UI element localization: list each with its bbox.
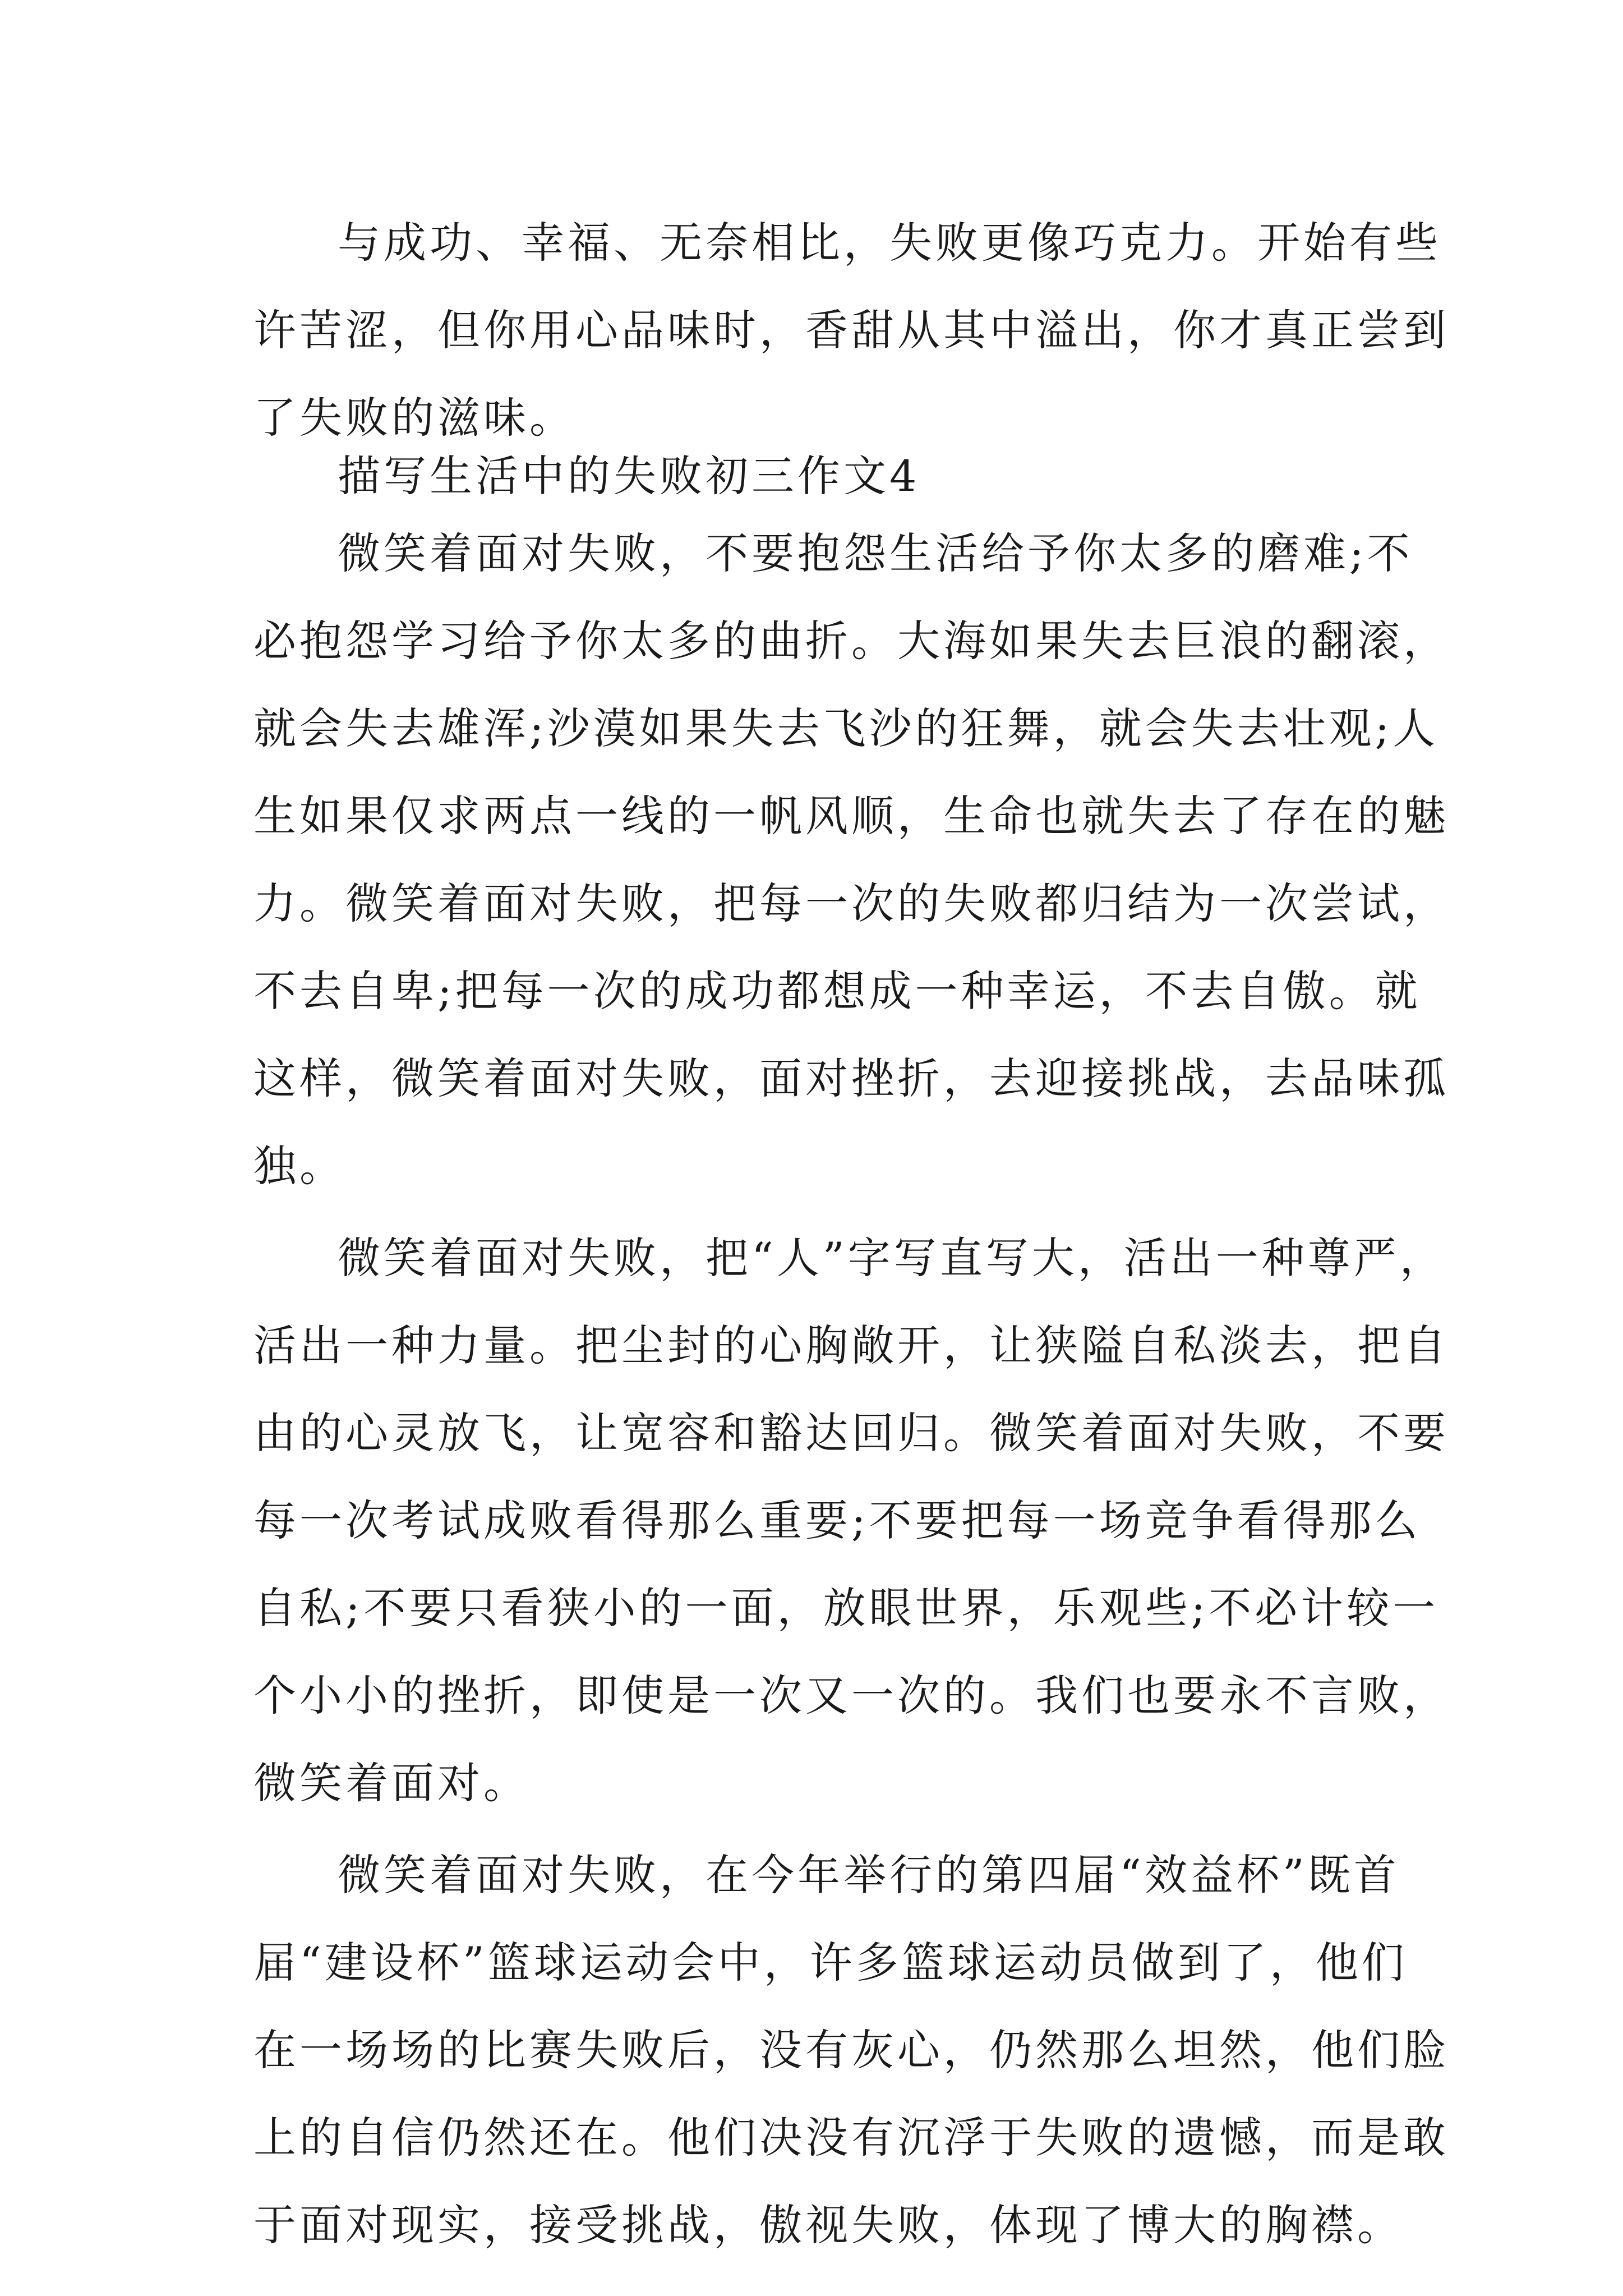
paragraph-2-line-6: 不去自卑;把每一次的成功都想成一种幸运，不去自傲。就	[253, 966, 1421, 1016]
paragraph-1-line-3: 了失败的滋味。	[253, 393, 575, 443]
paragraph-3-line-7: 微笑着面对。	[253, 1758, 529, 1808]
paragraph-2-line-3: 就会失去雄浑;沙漠如果失去飞沙的狂舞，就会失去壮观;人	[253, 703, 1439, 753]
paragraph-3-line-5: 自私;不要只看狭小的一面，放眼世界，乐观些;不必计较一	[253, 1583, 1439, 1633]
paragraph-3-line-1: 微笑着面对失败，把“人”字写直写大，活出一种尊严，	[338, 1233, 1446, 1283]
paragraph-4-line-4: 上的自信仍然还在。他们决没有沉浮于失败的遗憾，而是敢	[253, 2113, 1449, 2162]
paragraph-2-line-1: 微笑着面对失败，不要抱怨生活给予你太多的磨难;不	[338, 528, 1413, 578]
paragraph-2-line-4: 生如果仅求两点一线的一帆风顺，生命也就失去了存在的魅	[253, 791, 1449, 841]
paragraph-2-line-8: 独。	[253, 1141, 345, 1191]
paragraph-1-line-1: 与成功、幸福、无奈相比，失败更像巧克力。开始有些	[338, 218, 1441, 268]
paragraph-4-line-3: 在一场场的比赛失败后，没有灰心，仍然那么坦然，他们脸	[253, 2025, 1449, 2075]
paragraph-1-line-2: 许苦涩，但你用心品味时，香甜从其中溢出，你才真正尝到	[253, 305, 1449, 355]
paragraph-3-line-6: 个小小的挫折，即使是一次又一次的。我们也要永不言败，	[253, 1671, 1449, 1720]
paragraph-4-line-1: 微笑着面对失败，在今年举行的第四届“效益杯”既首	[338, 1850, 1400, 1900]
paragraph-4-line-5: 于面对现实，接受挑战，傲视失败，体现了博大的胸襟。	[253, 2200, 1403, 2250]
paragraph-2-line-5: 力。微笑着面对失败，把每一次的失败都归结为一次尝试，	[253, 878, 1449, 928]
paragraph-2-line-7: 这样，微笑着面对失败，面对挫折，去迎接挑战，去品味孤	[253, 1053, 1449, 1103]
paragraph-3-line-4: 每一次考试成败看得那么重要;不要把每一场竞争看得那么	[253, 1496, 1421, 1545]
paragraph-3-line-2: 活出一种力量。把尘封的心胸敞开，让狭隘自私淡去，把自	[253, 1320, 1449, 1370]
paragraph-3-line-3: 由的心灵放飞，让宽容和豁达回归。微笑着面对失败，不要	[253, 1408, 1449, 1458]
paragraph-4-line-2: 届“建设杯”篮球运动会中，许多篮球运动员做到了，他们	[253, 1938, 1408, 1987]
paragraph-2-line-2: 必抱怨学习给予你太多的曲折。大海如果失去巨浪的翻滚，	[253, 616, 1449, 666]
section-heading: 描写生活中的失败初三作文4	[338, 451, 920, 501]
